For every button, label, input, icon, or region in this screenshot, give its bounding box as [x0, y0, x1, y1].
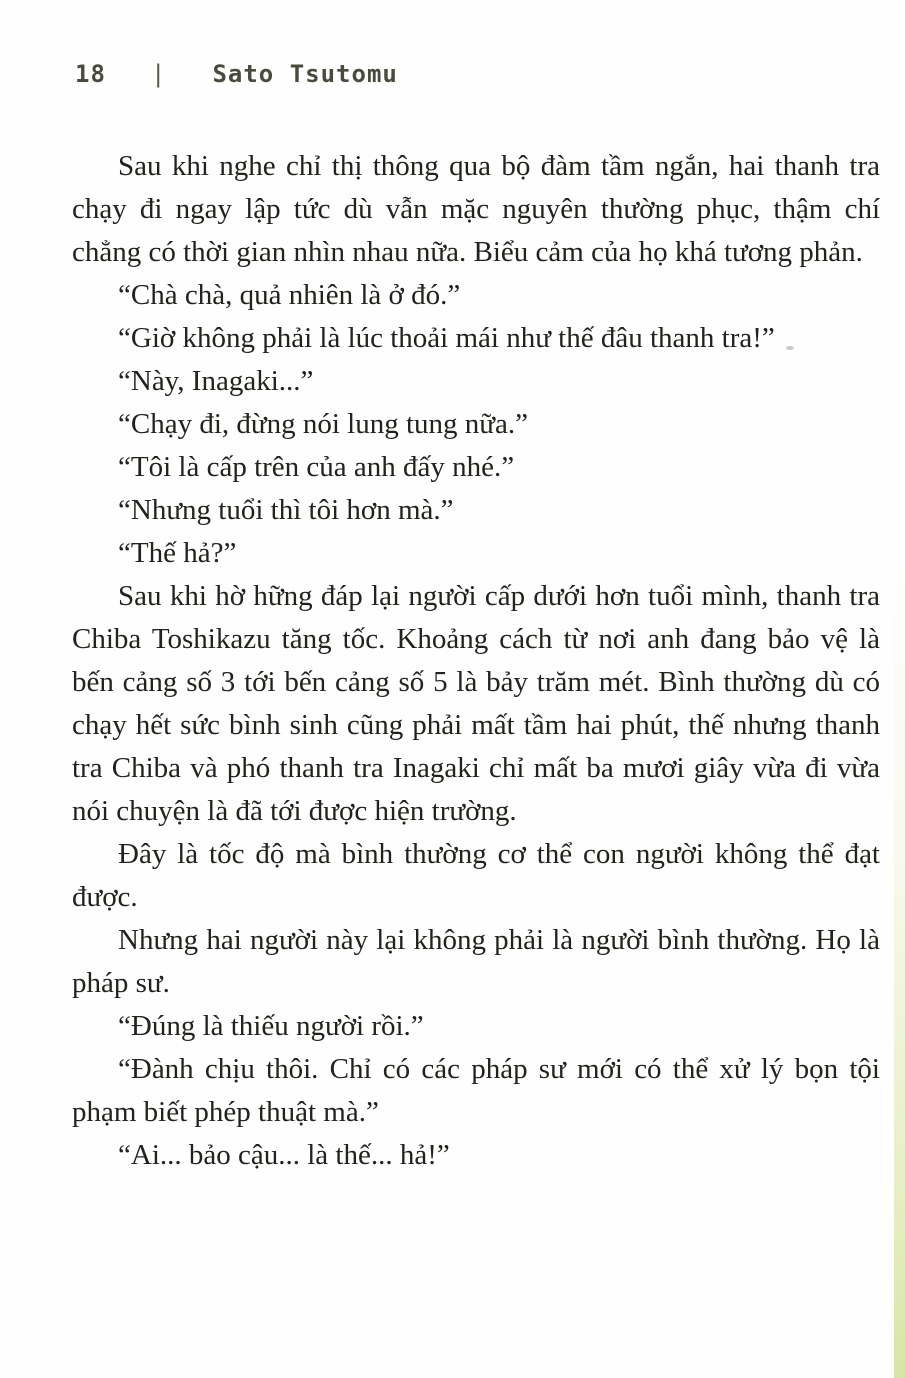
paragraph: “Ai... bảo cậu... là thế... hả!”	[118, 1139, 450, 1171]
paragraph: “Thế hả?”	[118, 537, 237, 569]
running-header	[75, 60, 398, 88]
paragraph: “Đúng là thiếu người rồi.”	[118, 1010, 424, 1042]
paragraph: Sau khi hờ hững đáp lại người cấp dưới hơn tuổi mình, thanh tra Chiba Toshikazu tăng tốc. Khoảng cách từ nơi anh đang bảo vệ là bến cảng số 3 tới bến cảng số 5 là bảy trăm mét. Bình thường dù có chạy hết sức bình sinh cũng phải mất tầm hai phút, thế nhưng thanh tra Chiba và phó thanh tra Inagaki chỉ mất ba mươi giây vừa đi vừa nói chuyện là đã tới được hiện trường.	[72, 580, 880, 827]
paragraph: “Này, Inagaki...”	[118, 365, 314, 397]
author-name: Sato Tsutomu	[212, 60, 398, 88]
paragraph: “Nhưng tuổi thì tôi hơn mà.”	[118, 494, 454, 526]
paragraph: “Đành chịu thôi. Chỉ có các pháp sư mới có thể xử lý bọn tội phạm biết phép thuật mà.”	[72, 1053, 880, 1128]
paragraph: Sau khi nghe chỉ thị thông qua bộ đàm tầm ngắn, hai thanh tra chạy đi ngay lập tức dù vẫn mặc nguyên thường phục, thậm chí chẳng có thời gian nhìn nhau nữa. Biểu cảm của họ khá tương phản.	[72, 150, 880, 268]
paragraph: Nhưng hai người này lại không phải là người bình thường. Họ là pháp sư.	[72, 924, 880, 999]
page-body	[72, 145, 880, 1177]
scan-smudge-artifact	[786, 346, 794, 350]
paragraph: “Giờ không phải là lúc thoải mái như thế đâu thanh tra!”	[118, 322, 775, 354]
header-separator: |	[151, 60, 167, 88]
page-edge-shading	[894, 0, 905, 1378]
paragraph: Đây là tốc độ mà bình thường cơ thể con người không thể đạt được.	[72, 838, 880, 913]
paragraph: “Tôi là cấp trên của anh đấy nhé.”	[118, 451, 515, 483]
paragraph: “Chạy đi, đừng nói lung tung nữa.”	[118, 408, 528, 440]
paragraph: “Chà chà, quả nhiên là ở đó.”	[118, 279, 461, 311]
page-number: 18	[75, 60, 106, 88]
